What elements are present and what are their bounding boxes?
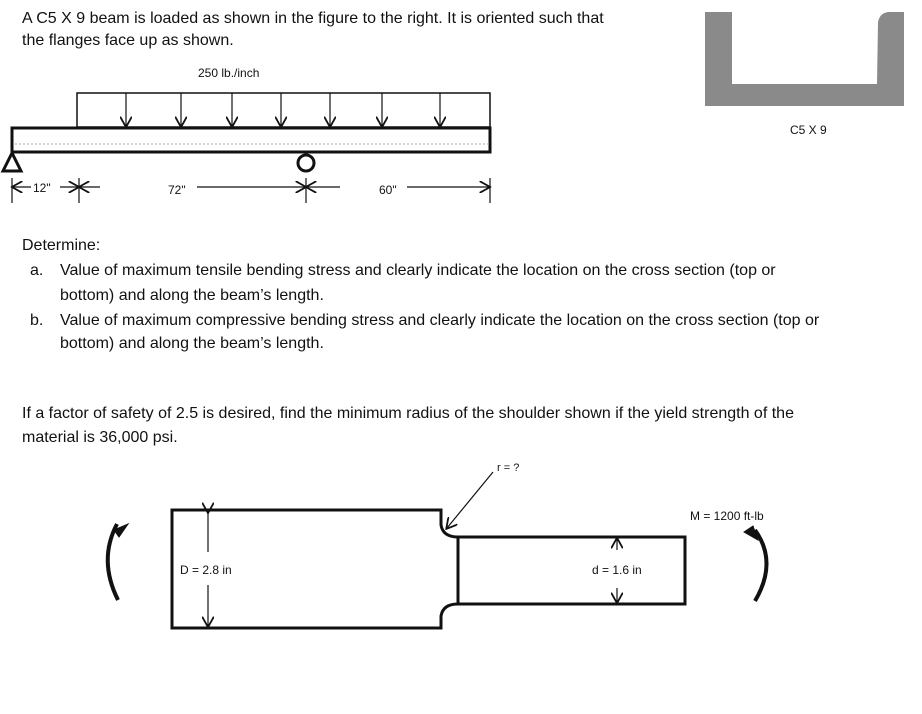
moment-arrow-left-icon xyxy=(108,524,118,600)
large-diameter-label: D = 2.8 in xyxy=(180,563,232,577)
shaft-diagram xyxy=(108,472,767,628)
dim-60: 60" xyxy=(379,183,397,197)
problem1-text-line2: the flanges face up as shown. xyxy=(22,32,234,49)
item-b-marker: b. xyxy=(30,312,44,329)
distributed-load-box xyxy=(77,93,490,127)
pin-support-icon xyxy=(3,153,21,171)
load-label: 250 lb./inch xyxy=(198,66,260,80)
item-a-line2: bottom) and along the beam’s length. xyxy=(60,287,324,304)
dimension-lines xyxy=(12,178,490,203)
determine-label: Determine: xyxy=(22,237,101,254)
item-b-line2: bottom) and along the beam’s length. xyxy=(60,335,324,352)
dim-12: 12" xyxy=(33,181,51,195)
moment-arrow-right-icon xyxy=(755,530,767,601)
item-a-marker: a. xyxy=(30,262,44,279)
section-label: C5 X 9 xyxy=(790,123,827,137)
beam xyxy=(12,128,490,152)
problem1-text-line1: A C5 X 9 beam is loaded as shown in the figure to the right. It is oriented such that xyxy=(22,10,604,27)
radius-label: r = ? xyxy=(497,462,520,474)
small-diameter-label: d = 1.6 in xyxy=(592,563,642,577)
problem2-text-line1: If a factor of safety of 2.5 is desired, find the minimum radius of the shoulder shown if the yield strength of the xyxy=(22,405,794,422)
moment-label: M = 1200 ft-lb xyxy=(690,509,764,523)
item-a-line1: Value of maximum tensile bending stress and clearly indicate the location on the cross section (top or xyxy=(60,262,776,279)
channel-section-icon xyxy=(705,12,904,106)
dim-72: 72" xyxy=(168,183,186,197)
beam-diagram xyxy=(3,93,490,203)
item-b-line1: Value of maximum compressive bending stress and clearly indicate the location on the cross section (top or xyxy=(60,312,820,329)
load-arrows xyxy=(126,93,440,126)
problem2-text-line2: material is 36,000 psi. xyxy=(22,429,178,446)
roller-support-icon xyxy=(298,155,314,171)
